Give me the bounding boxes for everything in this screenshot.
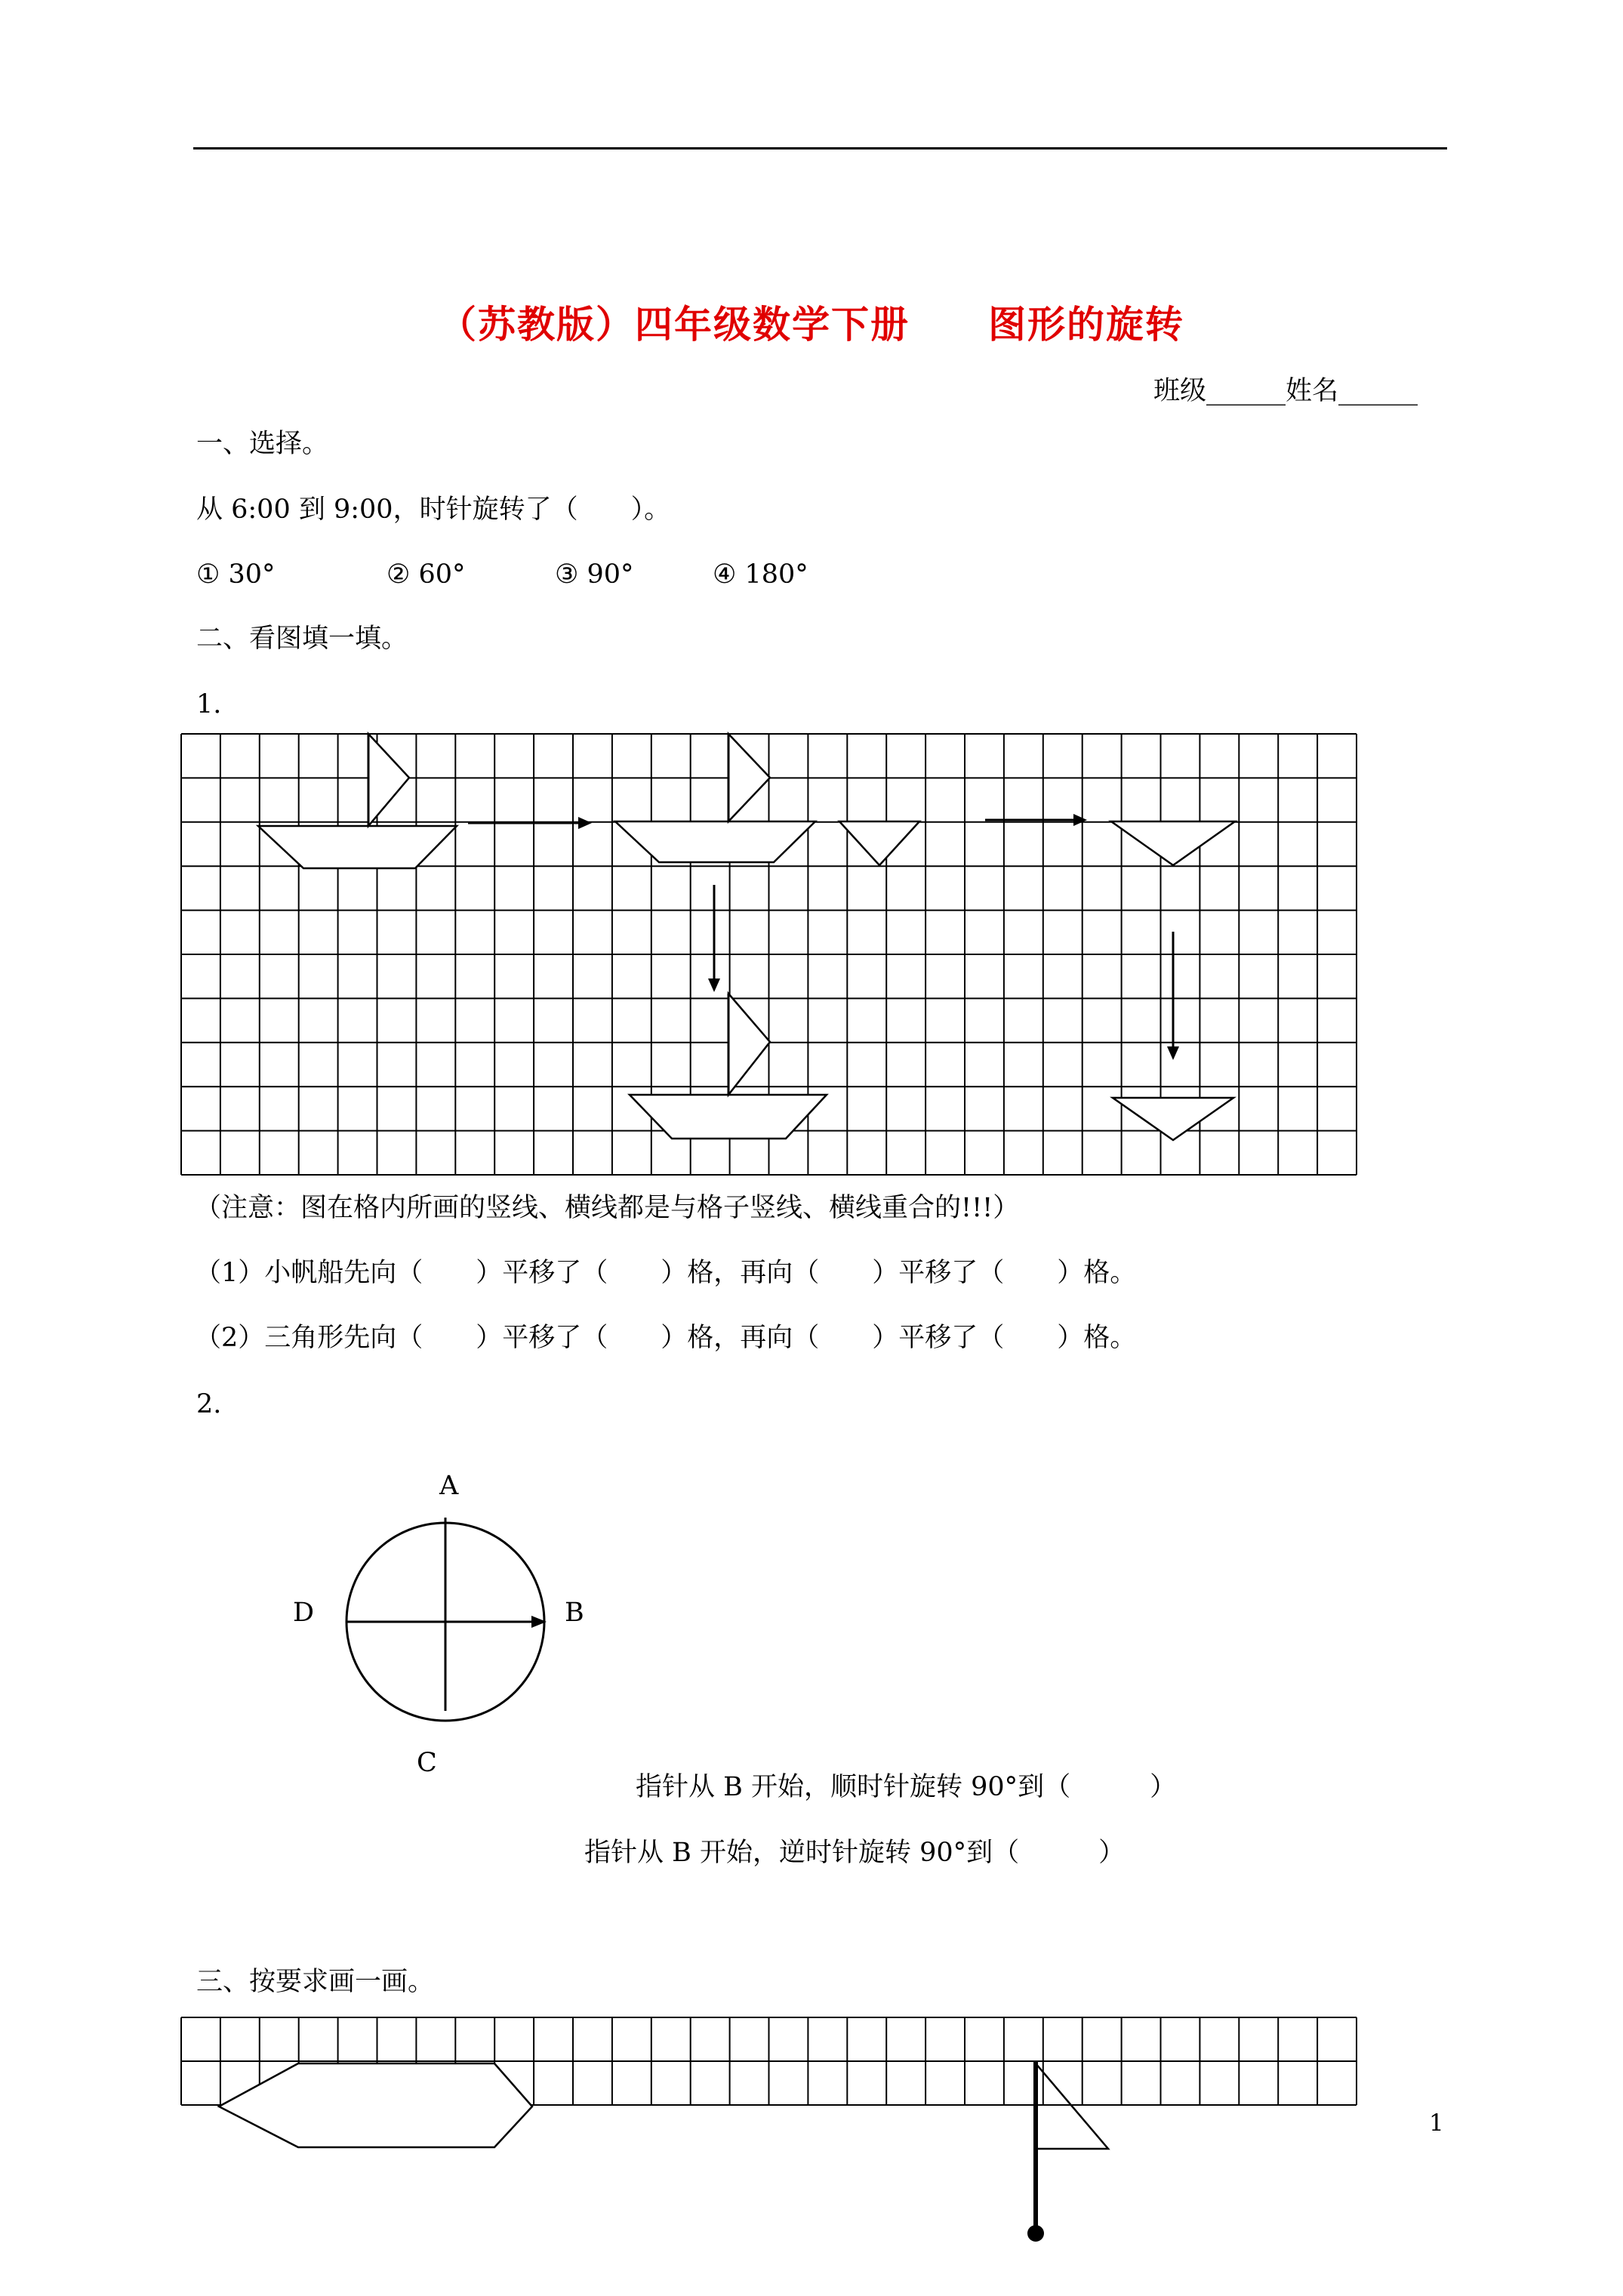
option-1: ① 30° bbox=[196, 559, 276, 590]
option-4: ④ 180° bbox=[713, 559, 808, 590]
class-name-line: 班级______姓名______ bbox=[1153, 376, 1418, 406]
triangle-final bbox=[1113, 1098, 1233, 1140]
sailboat-moved bbox=[615, 734, 815, 862]
compass-label-c: C bbox=[417, 1748, 437, 1778]
hexagon-shape bbox=[219, 2063, 532, 2147]
flag-shape bbox=[1027, 2061, 1108, 2242]
section1-heading: 一、选择。 bbox=[196, 429, 329, 459]
arrow-right-2 bbox=[985, 814, 1087, 826]
section1-question: 从 6:00 到 9:00，时针旋转了（ ）。 bbox=[196, 495, 671, 525]
grid-note: （注意：图在格内所画的竖线、横线都是与格子竖线、横线重合的!!!） bbox=[195, 1193, 1020, 1223]
compass-label-a: A bbox=[439, 1471, 459, 1501]
triangle-original bbox=[839, 821, 919, 865]
q2-line-1: 指针从 B 开始，顺时针旋转 90°到（ ） bbox=[636, 1772, 1177, 1802]
arrow-down-2 bbox=[1167, 932, 1179, 1060]
sailboat-final bbox=[630, 994, 827, 1139]
triangle-moved bbox=[1111, 821, 1235, 865]
section3-heading: 三、按要求画一画。 bbox=[196, 1967, 435, 1997]
option-3: ③ 90° bbox=[555, 559, 634, 590]
section2-heading: 二、看图填一填。 bbox=[196, 624, 408, 654]
compass-dial bbox=[346, 1518, 547, 1721]
sailboat-original bbox=[258, 734, 457, 868]
q2-line-2: 指针从 B 开始，逆时针旋转 90°到（ ） bbox=[584, 1838, 1126, 1868]
compass-label-d: D bbox=[293, 1598, 315, 1628]
q1-line-1: （1）小帆船先向（ ）平移了（ ）格，再向（ ）平移了（ ）格。 bbox=[195, 1258, 1137, 1288]
arrow-down bbox=[708, 885, 720, 992]
page-number: 1 bbox=[1429, 2110, 1444, 2137]
q1-line-2: （2）三角形先向（ ）平移了（ ）格，再向（ ）平移了（ ）格。 bbox=[195, 1323, 1137, 1353]
q1-number: 1. bbox=[196, 689, 222, 720]
q2-number: 2. bbox=[196, 1389, 222, 1419]
option-2: ② 60° bbox=[387, 559, 466, 590]
compass-label-b: B bbox=[565, 1598, 584, 1628]
worksheet-title: （苏教版）四年级数学下册 图形的旋转 bbox=[439, 303, 1184, 347]
